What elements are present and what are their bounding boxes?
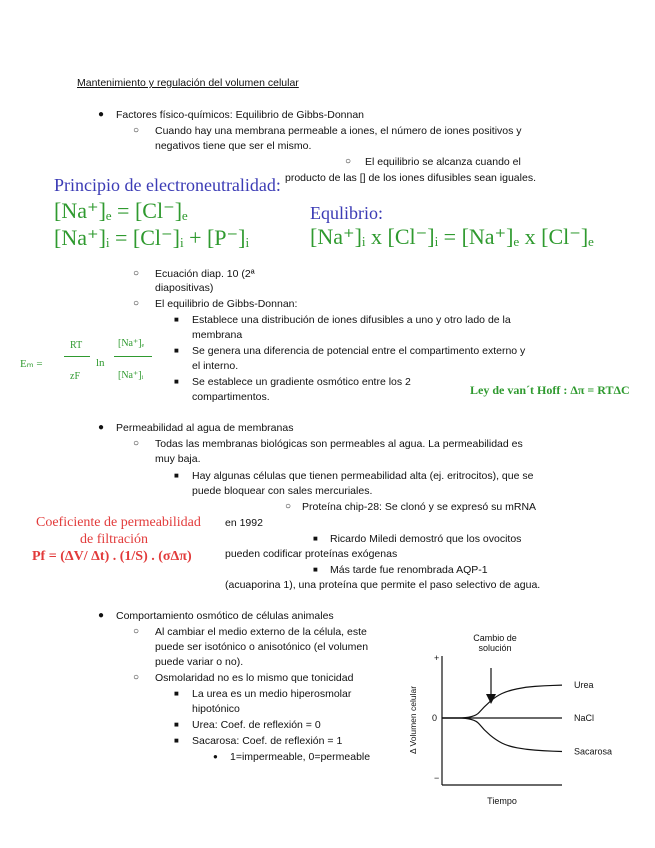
- bullet-circle: ○: [285, 501, 292, 512]
- section2-bullet: Permeabilidad al agua de membranas: [116, 422, 294, 434]
- ecuacion-line2: diapositivas): [155, 282, 214, 294]
- gibbs-label: El equilibrio de Gibbs-Donnan:: [155, 298, 298, 310]
- volume-chart-svg: [400, 628, 630, 818]
- section3-bullet: Comportamiento osmótico de células animales: [116, 610, 334, 622]
- section3-item1-line1: La urea es un medio hiperosmolar: [192, 688, 352, 700]
- series-line-urea: [442, 685, 562, 718]
- section3-item2: Urea: Coef. de reflexión = 0: [192, 719, 321, 731]
- bullet-dot: ●: [98, 422, 105, 433]
- section3-item1-line2: hipotónico: [192, 703, 240, 715]
- bullet-circle: ○: [133, 298, 140, 309]
- chart-y-plus: +: [434, 653, 440, 663]
- ecuacion-line1: Ecuación diap. 10 (2ª: [155, 268, 255, 280]
- bullet-dot: ●: [98, 610, 105, 621]
- chart-title-line2: solución: [478, 643, 512, 653]
- nernst-ln: ln: [96, 357, 105, 369]
- series-label-urea: Urea: [574, 680, 594, 691]
- chart-xlabel: Tiempo: [487, 796, 517, 806]
- bullet-square: ■: [313, 565, 318, 574]
- section1-sub2-line1: El equilibrio se alcanza cuando el: [365, 156, 521, 168]
- section3-sub1-line2: puede ser isotónico o anisotónico (el volumen: [155, 641, 369, 653]
- bullet-circle: ○: [345, 156, 352, 167]
- series-line-sacarosa: [442, 718, 562, 752]
- nernst-den: zF: [70, 371, 80, 382]
- section1-sub1-line1: Cuando hay una membrana permeable a iones, el número de iones positivos y: [155, 125, 522, 137]
- miledi-line1: Ricardo Miledi demostró que los ovocitos: [330, 533, 522, 545]
- bullet-square: ■: [174, 689, 179, 698]
- electroneutrality-eq1: [Na⁺]ₑ = [Cl⁻]ₑ: [54, 198, 188, 223]
- bullet-circle: ○: [133, 438, 140, 449]
- section1-sub1-line2: negativos tiene que ser el mismo.: [155, 140, 312, 152]
- section2-sub1-line2: muy baja.: [155, 453, 201, 465]
- aqp-line1: Más tarde fue renombrada AQP-1: [330, 564, 488, 576]
- series-label-nacl: NaCl: [574, 713, 595, 723]
- nernst-lhs: Eₘ =: [20, 358, 43, 370]
- nernst-frac-den: [Na⁺]ᵢ: [118, 370, 144, 381]
- miledi-line2: pueden codificar proteínas exógenas: [225, 548, 398, 560]
- gibbs-item1-line1: Establece una distribución de iones difusibles a uno y otro lado de la: [192, 314, 511, 326]
- bullet-dot: ●: [98, 109, 105, 120]
- bullet-square: ■: [174, 736, 179, 745]
- volume-chart: [400, 628, 630, 818]
- bullet-square: ■: [313, 534, 318, 543]
- gibbs-item3-line1: Se establece un gradiente osmótico entre los 2: [192, 376, 411, 388]
- chart-ylabel: Δ Volumen celular: [408, 685, 418, 755]
- nernst-fraction-bar: [64, 356, 90, 357]
- section2-sub1-line1: Todas las membranas biológicas son permeables al agua. La permeabilidad es: [155, 438, 523, 450]
- bullet-dot: ●: [213, 752, 218, 761]
- electroneutrality-eq2: [Na⁺]ᵢ = [Cl⁻]ᵢ + [P⁻]ᵢ: [54, 225, 250, 250]
- section1-sub2-line2: producto de las [] de los iones difusibles sean iguales.: [285, 172, 536, 184]
- bullet-square: ■: [174, 471, 179, 480]
- chart-y-zero: 0: [432, 713, 438, 723]
- bullet-square: ■: [174, 346, 179, 355]
- equilibrium-heading: Equlibrio:: [310, 203, 383, 223]
- chart-y-minus: −: [434, 773, 440, 783]
- section3-sub1-line1: Al cambiar el medio externo de la célula, este: [155, 626, 367, 638]
- bullet-circle: ○: [133, 672, 140, 683]
- section3-item3: Sacarosa: Coef. de reflexión = 1: [192, 735, 343, 747]
- nernst-fraction-bar-2: [114, 356, 152, 357]
- section2-item1-line1: Hay algunas células que tienen permeabilidad alta (ej. eritrocitos), que se: [192, 470, 534, 482]
- chip-line2: en 1992: [225, 517, 263, 529]
- series-label-sacarosa: Sacarosa: [574, 746, 613, 757]
- bullet-square: ■: [174, 377, 179, 386]
- bullet-square: ■: [174, 315, 179, 324]
- page-title: Mantenimiento y regulación del volumen celular: [77, 77, 299, 89]
- gibbs-item1-line2: membrana: [192, 329, 243, 341]
- nernst-frac-num: [Na⁺]ₑ: [118, 338, 145, 349]
- gibbs-item2-line2: el interno.: [192, 360, 239, 372]
- coef-line2: de filtración: [80, 532, 149, 547]
- bullet-circle: ○: [133, 268, 140, 279]
- chart-title-line1: Cambio de: [473, 633, 517, 643]
- coef-line1: Coeficiente de permeabilidad: [36, 515, 201, 530]
- change-arrow-head: [486, 694, 496, 704]
- bullet-circle: ○: [133, 626, 140, 637]
- chip-line1: Proteína chip-28: Se clonó y se expresó su mRNA: [302, 501, 537, 513]
- gibbs-item2-line1: Se genera una diferencia de potencial entre el compartimento externo y: [192, 345, 526, 357]
- vanthoff-law: Ley de van´t Hoff : Δπ = RTΔC: [470, 383, 630, 397]
- section3-item4: 1=impermeable, 0=permeable: [230, 751, 371, 763]
- gibbs-item3-line2: compartimentos.: [192, 391, 270, 403]
- section2-item1-line2: puede bloquear con sales mercuriales.: [192, 485, 373, 497]
- coef-formula: Pf = (ΔV/ Δt) . (1/S) . (σΔπ): [32, 549, 192, 564]
- equilibrium-eq: [Na⁺]ᵢ x [Cl⁻]ᵢ = [Na⁺]ₑ x [Cl⁻]ₑ: [310, 224, 594, 249]
- section3-sub1-line3: puede variar o no).: [155, 656, 244, 668]
- section3-sub2: Osmolaridad no es lo mismo que tonicidad: [155, 672, 354, 684]
- nernst-num: RT: [70, 340, 83, 351]
- section1-bullet: Factores físico-químicos: Equilibrio de Gibbs-Donnan: [116, 109, 365, 121]
- bullet-circle: ○: [133, 125, 140, 136]
- bullet-square: ■: [174, 720, 179, 729]
- aqp-line2: (acuaporina 1), una proteína que permite el paso selectivo de agua.: [225, 579, 541, 591]
- electroneutrality-heading: Principio de electroneutralidad:: [54, 175, 281, 195]
